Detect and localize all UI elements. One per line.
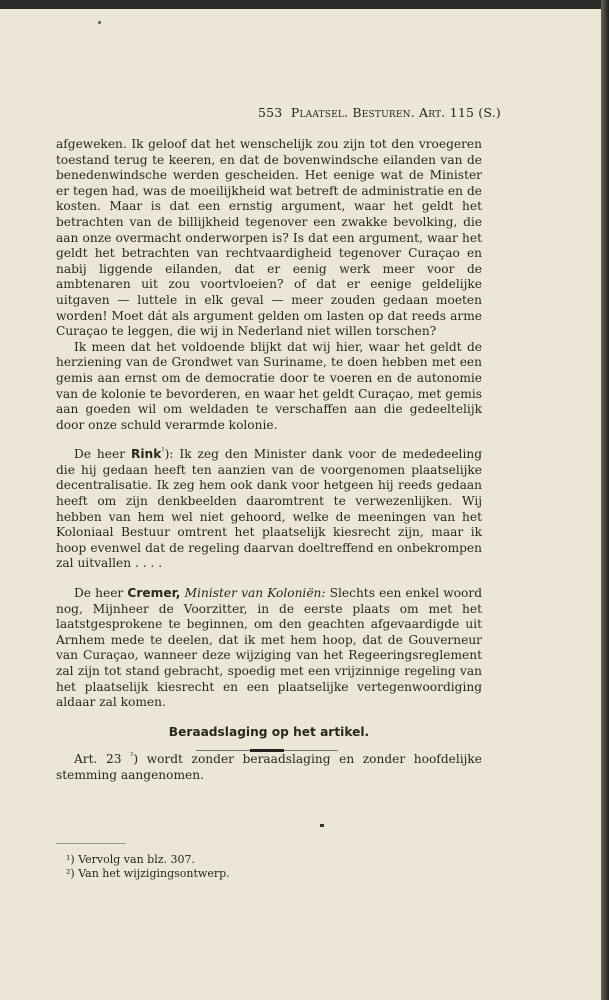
footnote-rule <box>56 843 126 844</box>
speaker-name-rink: Rink <box>131 447 162 462</box>
footnote-ref-2: ² <box>130 751 134 761</box>
speaker-prefix: De heer <box>74 586 124 601</box>
speaker-prefix: De heer <box>74 447 126 462</box>
article-number: Art. 23 <box>74 752 122 767</box>
header-article-ref: 115 (S.) <box>449 105 501 120</box>
paragraph-1: afgeweken. Ik geloof dat het wenschelijk zou zijn tot den vroegeren toestand terug te keeren, en dat de bovenwindsche eilanden van de benedenwindsche werden gescheiden. Het eenige wat de Minister er tegen had, was de moeilijkheid wat betreft de administratie en de kosten. Maar is dat een ernstig argument, waar het geldt het betrachten van de billijkheid tegenover een zwakke bevolking, die aan onze overmacht onderworpen is? Is dat een argument, waar het geldt het betrachten van rechtvaardigheid tegenover Curaçao en nabij liggende eilanden, dat er eenig werk meer voor de ambtenaren uit zou voortvloeien? of dat er eenige geldelijke uitgaven — luttele in elk geval — meer zouden gedaan moeten worden! Moet dát als argument gelden om lasten op dat reeds arme Curaçao te leggen, die wij in Nederland niet willen torschen? <box>56 137 482 339</box>
speaker-name-cremer: Cremer, <box>127 586 181 601</box>
ink-speck <box>98 21 101 24</box>
section-heading: Beraadslaging op het artikel. <box>168 724 370 739</box>
rink-speech: ): Ik zeg den Minister dank voor de mededeeling die hij gedaan heeft ten aanzien van de voorgenomen plaatselijke decentralisatie. Ik zeg hem ook dank voor hetgeen hij reeds gedaan heeft om zijn denkbeelden daaromtrent te verwezenlijken. Wij hebben van hem wel niet gehoord, welke de meeningen van het Koloniaal Bestuur omtrent het plaatselijk kiesrecht zijn, maar ik hoop evenwel dat de regeling daarvan doeltreffend en onbekrompen zal uitvallen . . . . <box>56 447 483 571</box>
ink-speck <box>320 824 324 827</box>
footnote-2: ²) Van het wijzigingsontwerp. <box>66 866 230 880</box>
paragraph-cremer <box>56 586 482 711</box>
paragraph-rink <box>56 447 482 572</box>
page-number: 553 <box>258 105 283 120</box>
body-text <box>56 137 482 784</box>
header-section: Plaatsel. Besturen. Art. <box>290 105 446 120</box>
speaker-role: Minister van Koloniën: <box>184 586 326 601</box>
footnotes <box>66 853 366 880</box>
footnote-1: ¹) Vervolg van blz. 307. <box>66 853 195 866</box>
running-header <box>258 105 501 120</box>
paragraph-article <box>56 752 482 783</box>
document-page <box>0 9 601 1000</box>
cremer-speech: Slechts een enkel woord nog, Mijnheer de Voorzitter, in de eerste plaats om met het laatstgesprokene te beginnen, om den geachten afgevaardigde uit Arnhem mede te deelen, dat ik met hem hoop, dat de Gouverneur van Curaçao, wanneer deze wijziging van het Regeeringsreglement zal zijn tot stand gebracht, spoedig met een vrijzinnige regeling van het plaatselijk kiesrecht en een plaatselijke vertegenwoordiging aldaar zal komen. <box>56 586 482 710</box>
section-divider-bar <box>250 749 284 752</box>
book-edge <box>601 0 609 1000</box>
article-text: ) wordt zonder beraadslaging en zonder hoofdelijke stemming aangenomen. <box>56 752 483 782</box>
footnote-ref-1: ¹ <box>161 446 165 456</box>
paragraph-2: Ik meen dat het voldoende blijkt dat wij hier, waar het geldt de herziening van de Grondwet van Suriname, te doen hebben met een gemis aan ernst om de democratie door te voeren en de autonomie van de kolonie te bevorderen, en waar het geldt Curaçao, met gemis aan goeden wil om weldaden te verschaffen aan die gedeeltelijk door onze schuld verarmde kolonie. <box>56 339 482 432</box>
